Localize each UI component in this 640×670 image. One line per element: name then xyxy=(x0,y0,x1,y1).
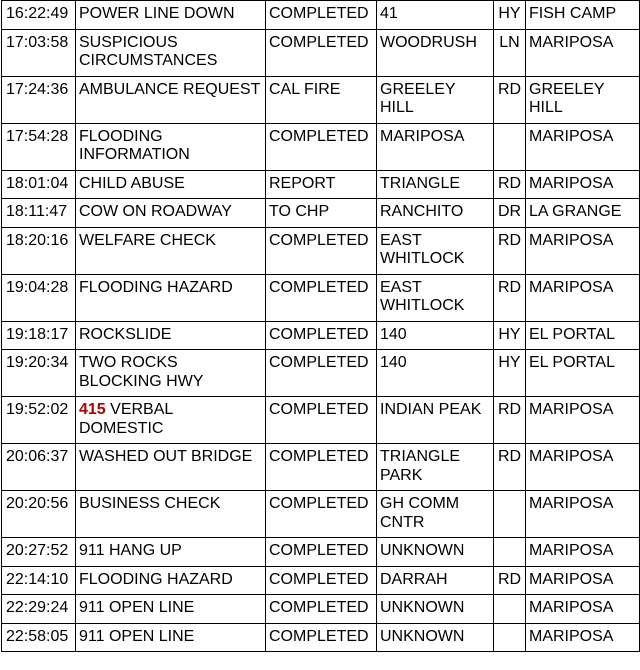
nature-line: DOMESTIC xyxy=(79,419,164,437)
community-line: MARIPOSA xyxy=(529,495,614,512)
nature-cell xyxy=(76,397,266,444)
disposition-cell xyxy=(266,1,377,30)
community-line: MARIPOSA xyxy=(529,448,614,465)
street-line: 140 xyxy=(380,325,407,343)
table-row xyxy=(2,29,640,76)
community-line: MARIPOSA xyxy=(529,278,614,296)
time-cell xyxy=(2,491,76,538)
street-line: HILL xyxy=(380,99,414,116)
nature-line: CIRCUMSTANCES xyxy=(79,52,218,69)
street-cell xyxy=(377,623,494,652)
time-text: 19:20:34 xyxy=(6,354,69,371)
street-line: WHITLOCK xyxy=(380,250,465,267)
community-cell xyxy=(526,321,640,350)
time-cell xyxy=(2,321,76,350)
community-cell xyxy=(526,123,640,170)
time-text: 18:01:04 xyxy=(6,174,69,192)
community-cell xyxy=(526,623,640,652)
disposition-cell xyxy=(266,170,377,199)
nature-line: BLOCKING HWY xyxy=(79,372,204,390)
street-suffix-cell xyxy=(494,29,526,76)
street-cell xyxy=(377,76,494,123)
time-cell xyxy=(2,397,76,444)
disposition-text: COMPLETED xyxy=(269,542,369,559)
nature-line: COW ON ROADWAY xyxy=(79,203,232,220)
nature-cell xyxy=(76,227,266,274)
street-cell xyxy=(377,227,494,274)
time-text: 17:54:28 xyxy=(6,127,69,145)
community-line: MARIPOSA xyxy=(529,542,614,559)
community-cell xyxy=(526,274,640,321)
nature-cell xyxy=(76,123,266,170)
street-line: UNKNOWN xyxy=(380,599,465,616)
table-row xyxy=(2,274,640,321)
nature-line: ROCKSLIDE xyxy=(79,325,172,343)
nature-line: FLOODING HAZARD xyxy=(79,570,233,588)
nature-cell xyxy=(76,321,266,350)
community-line: LA GRANGE xyxy=(529,203,622,220)
disposition-text: COMPLETED xyxy=(269,278,369,296)
street-cell xyxy=(377,321,494,350)
nature-text: VERBAL xyxy=(105,401,174,418)
street-line: EAST xyxy=(380,231,422,249)
table-row xyxy=(2,566,640,595)
nature-cell xyxy=(76,350,266,397)
disposition-cell xyxy=(266,29,377,76)
nature-line: CHILD ABUSE xyxy=(79,174,185,192)
time-cell xyxy=(2,76,76,123)
disposition-cell xyxy=(266,274,377,321)
nature-cell xyxy=(76,444,266,491)
street-suffix-cell xyxy=(494,566,526,595)
table-row xyxy=(2,199,640,228)
time-text: 20:20:56 xyxy=(6,495,69,512)
street-suffix-text: RD xyxy=(497,231,522,249)
disposition-cell xyxy=(266,444,377,491)
call-log-table xyxy=(1,0,640,652)
disposition-text: COMPLETED xyxy=(269,448,369,465)
nature-line: 911 OPEN LINE xyxy=(79,599,195,616)
street-cell xyxy=(377,29,494,76)
community-line: EL PORTAL xyxy=(529,325,615,343)
street-suffix-cell xyxy=(494,444,526,491)
time-cell xyxy=(2,538,76,567)
community-cell xyxy=(526,444,640,491)
disposition-text: COMPLETED xyxy=(269,5,369,22)
time-cell xyxy=(2,566,76,595)
time-text: 19:04:28 xyxy=(6,278,69,296)
street-suffix-cell xyxy=(494,538,526,567)
table-row xyxy=(2,538,640,567)
table-row xyxy=(2,76,640,123)
time-cell xyxy=(2,123,76,170)
nature-cell xyxy=(76,491,266,538)
time-text: 17:03:58 xyxy=(6,33,69,51)
street-suffix-cell xyxy=(494,397,526,444)
street-cell xyxy=(377,491,494,538)
disposition-text: COMPLETED xyxy=(269,231,369,249)
street-line: 41 xyxy=(380,5,398,22)
community-line: GREELEY xyxy=(529,80,605,98)
street-suffix-cell xyxy=(494,227,526,274)
nature-line: 911 HANG UP xyxy=(79,542,182,559)
community-line: HILL xyxy=(529,99,563,116)
street-line: UNKNOWN xyxy=(380,627,465,645)
nature-line: SUSPICIOUS xyxy=(79,33,178,51)
street-suffix-cell xyxy=(494,1,526,30)
table-row xyxy=(2,623,640,652)
table-row xyxy=(2,444,640,491)
disposition-cell xyxy=(266,397,377,444)
street-line: MARIPOSA xyxy=(380,127,465,145)
street-line: CNTR xyxy=(380,513,425,531)
nature-line: WELFARE CHECK xyxy=(79,231,216,249)
street-cell xyxy=(377,274,494,321)
table-row xyxy=(2,491,640,538)
disposition-cell xyxy=(266,199,377,228)
street-cell xyxy=(377,123,494,170)
disposition-cell xyxy=(266,76,377,123)
community-cell xyxy=(526,595,640,624)
table-row xyxy=(2,123,640,170)
street-line: PARK xyxy=(380,466,423,484)
street-suffix-text: LN xyxy=(499,33,520,51)
time-text: 18:11:47 xyxy=(6,203,68,220)
disposition-cell xyxy=(266,227,377,274)
nature-cell xyxy=(76,595,266,624)
community-cell xyxy=(526,350,640,397)
nature-line: 911 OPEN LINE xyxy=(79,627,195,645)
street-suffix-cell xyxy=(494,623,526,652)
incident-code: 415 xyxy=(79,401,106,418)
table-row xyxy=(2,170,640,199)
time-cell xyxy=(2,170,76,199)
disposition-cell xyxy=(266,595,377,624)
disposition-cell xyxy=(266,566,377,595)
street-suffix-text: RD xyxy=(497,401,522,418)
table-row xyxy=(2,227,640,274)
time-cell xyxy=(2,199,76,228)
disposition-cell xyxy=(266,321,377,350)
street-line: WHITLOCK xyxy=(380,297,465,314)
time-cell xyxy=(2,29,76,76)
nature-line: POWER LINE DOWN xyxy=(79,5,235,22)
nature-cell xyxy=(76,29,266,76)
disposition-text: TO CHP xyxy=(269,203,330,220)
street-suffix-text: RD xyxy=(497,570,522,588)
time-text: 18:20:16 xyxy=(6,231,69,249)
community-line: MARIPOSA xyxy=(529,127,614,145)
table-row xyxy=(2,1,640,30)
community-line: MARIPOSA xyxy=(529,570,614,588)
community-cell xyxy=(526,170,640,199)
street-suffix-cell xyxy=(494,123,526,170)
street-suffix-text: HY xyxy=(498,325,521,343)
street-cell xyxy=(377,566,494,595)
community-line: MARIPOSA xyxy=(529,231,614,249)
disposition-text: COMPLETED xyxy=(269,127,369,145)
community-cell xyxy=(526,227,640,274)
time-cell xyxy=(2,350,76,397)
nature-cell xyxy=(76,76,266,123)
street-suffix-text: HY xyxy=(498,5,521,22)
disposition-text: COMPLETED xyxy=(269,599,369,616)
disposition-text: REPORT xyxy=(269,174,336,192)
street-suffix-cell xyxy=(494,274,526,321)
nature-line: FLOODING xyxy=(79,127,163,145)
time-cell xyxy=(2,595,76,624)
table-row xyxy=(2,350,640,397)
street-cell xyxy=(377,444,494,491)
street-suffix-cell xyxy=(494,76,526,123)
disposition-text: COMPLETED xyxy=(269,33,369,51)
street-cell xyxy=(377,199,494,228)
street-line: DARRAH xyxy=(380,570,448,588)
street-line: WOODRUSH xyxy=(380,33,477,51)
table-row xyxy=(2,595,640,624)
street-line: TRIANGLE xyxy=(380,174,461,192)
street-line: TRIANGLE xyxy=(380,448,461,465)
street-cell xyxy=(377,538,494,567)
table-row xyxy=(2,397,640,444)
community-cell xyxy=(526,397,640,444)
nature-cell xyxy=(76,170,266,199)
time-text: 22:14:10 xyxy=(6,570,69,588)
time-text: 16:22:49 xyxy=(6,5,69,22)
street-suffix-cell xyxy=(494,321,526,350)
community-cell xyxy=(526,566,640,595)
disposition-cell xyxy=(266,123,377,170)
street-line: GH COMM xyxy=(380,495,460,512)
street-line: GREELEY xyxy=(380,80,456,98)
street-line: INDIAN PEAK xyxy=(380,401,482,418)
street-suffix-cell xyxy=(494,199,526,228)
community-cell xyxy=(526,76,640,123)
time-cell xyxy=(2,274,76,321)
street-suffix-cell xyxy=(494,491,526,538)
nature-cell xyxy=(76,274,266,321)
nature-line: AMBULANCE REQUEST xyxy=(79,80,261,98)
disposition-text: CAL FIRE xyxy=(269,80,341,98)
street-cell xyxy=(377,1,494,30)
nature-line xyxy=(79,401,262,420)
call-log-body xyxy=(2,1,640,652)
disposition-cell xyxy=(266,491,377,538)
street-suffix-text: DR xyxy=(497,203,522,220)
disposition-cell xyxy=(266,623,377,652)
street-line: UNKNOWN xyxy=(380,542,465,559)
community-line: MARIPOSA xyxy=(529,627,614,645)
disposition-text: COMPLETED xyxy=(269,495,369,512)
disposition-text: COMPLETED xyxy=(269,354,369,371)
community-cell xyxy=(526,491,640,538)
time-text: 22:58:05 xyxy=(6,627,69,645)
time-text: 17:24:36 xyxy=(6,80,69,98)
disposition-text: COMPLETED xyxy=(269,325,369,343)
street-suffix-text: RD xyxy=(497,80,522,98)
disposition-text: COMPLETED xyxy=(269,401,369,418)
community-line: FISH CAMP xyxy=(529,5,617,22)
time-text: 19:18:17 xyxy=(6,325,69,343)
street-cell xyxy=(377,397,494,444)
time-cell xyxy=(2,623,76,652)
nature-cell xyxy=(76,623,266,652)
time-cell xyxy=(2,1,76,30)
nature-cell xyxy=(76,538,266,567)
disposition-cell xyxy=(266,538,377,567)
table-row xyxy=(2,321,640,350)
time-text: 22:29:24 xyxy=(6,599,69,616)
street-suffix-text: RD xyxy=(497,278,522,296)
nature-line: TWO ROCKS xyxy=(79,354,178,371)
community-cell xyxy=(526,29,640,76)
nature-cell xyxy=(76,566,266,595)
street-suffix-cell xyxy=(494,350,526,397)
nature-line: WASHED OUT BRIDGE xyxy=(79,448,253,465)
disposition-text: COMPLETED xyxy=(269,570,369,588)
nature-cell xyxy=(76,199,266,228)
time-cell xyxy=(2,227,76,274)
street-suffix-text: HY xyxy=(498,354,521,371)
community-cell xyxy=(526,1,640,30)
street-line: 140 xyxy=(380,354,407,371)
street-suffix-text: RD xyxy=(497,174,522,192)
community-line: EL PORTAL xyxy=(529,354,615,371)
street-suffix-cell xyxy=(494,595,526,624)
time-cell xyxy=(2,444,76,491)
disposition-cell xyxy=(266,350,377,397)
nature-line: BUSINESS CHECK xyxy=(79,495,221,512)
community-line: MARIPOSA xyxy=(529,599,614,616)
nature-line: INFORMATION xyxy=(79,146,190,163)
street-suffix-cell xyxy=(494,170,526,199)
community-cell xyxy=(526,538,640,567)
community-line: MARIPOSA xyxy=(529,174,614,192)
nature-cell xyxy=(76,1,266,30)
nature-line: FLOODING HAZARD xyxy=(79,278,233,296)
time-text: 19:52:02 xyxy=(6,401,69,418)
community-cell xyxy=(526,199,640,228)
street-cell xyxy=(377,595,494,624)
street-cell xyxy=(377,170,494,199)
time-text: 20:06:37 xyxy=(6,448,69,465)
street-suffix-text: RD xyxy=(497,448,522,465)
street-line: EAST xyxy=(380,278,422,296)
disposition-text: COMPLETED xyxy=(269,627,369,645)
community-line: MARIPOSA xyxy=(529,33,614,51)
time-text: 20:27:52 xyxy=(6,542,69,559)
community-line: MARIPOSA xyxy=(529,401,614,418)
street-cell xyxy=(377,350,494,397)
street-line: RANCHITO xyxy=(380,203,464,220)
